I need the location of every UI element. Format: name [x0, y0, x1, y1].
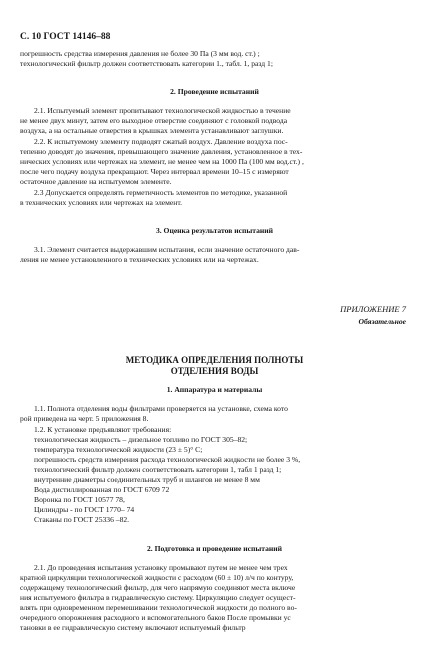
section-3-heading: 3. Оценка результатов испытаний	[155, 226, 274, 235]
m1-p2-line-3: температура технологической жидкости (23 ± 5)° С;	[34, 445, 203, 454]
m1-p1-line-2: рой приведена на черт. 5 приложения 8.	[20, 414, 149, 423]
s3-p1-line-1: 3.1. Элемент считается выдержавшим испытания, если значение остаточного дав-	[34, 245, 300, 254]
m1-p2-line-2: технологическая жидкость – дизельное топливо по ГОСТ 305–82;	[34, 435, 248, 444]
method-section-1-heading: 1. Аппаратура и материалы	[166, 385, 263, 394]
intro-line-1: погрешность средства измерения давления не более 30 Па (3 мм вод. ст.) ;	[20, 49, 260, 58]
s2-p1-line-2: не менее двух минут, затем его выходное отверстие соединяют с головкой подвода	[20, 116, 288, 125]
s2-p3-line-1: 2.3 Допускается определять герметичность элементов по методике, указанной	[34, 188, 288, 197]
m1-p2-line-7: Вода дистиллированная по ГОСТ 6709 72	[34, 485, 170, 494]
s2-p1-line-3: воздуха, а на остальные отверстия в крышках элемента устанавливают заглушки.	[20, 126, 284, 135]
s2-p2-line-2: тепенно доводят до значения, превышающего значение давления, установленное в тех-	[20, 147, 303, 156]
m1-p2-line-5: технологический фильтр должен соответствовать категории 1, табл 1 разд 1;	[34, 465, 282, 474]
s2-p2-line-3: нических условиях или чертежах на элемент, не менее чем на 1000 Па (100 мм вод.ст.) ,	[20, 157, 304, 166]
m1-p2-line-8: Воронка по ГОСТ 10577 78,	[34, 495, 125, 504]
m2-p1-line-5: влять при одновременном перемешивании технологической жидкости до полного во-	[20, 603, 297, 612]
m1-p2-line-6: внутренние диаметры соединительных труб и шлангов не менее 8 мм	[34, 475, 260, 484]
m2-p1-line-4: ния испытуемого фильтра в гидравлическую систему. Циркуляцию следует осущест-	[20, 593, 296, 602]
page-header: С. 10 ГОСТ 14146–88	[20, 32, 111, 42]
s3-p1-line-2: ления не менее установленного в технических условиях или на чертежах.	[20, 255, 259, 264]
appendix-label: ПРИЛОЖЕНИЕ 7	[340, 304, 406, 314]
m1-p2-line-9: Цилиндры - по ГОСТ 1770– 74	[34, 505, 135, 514]
m2-p1-line-3: содержащему технологический фильтр, для чего напрямую соединяют места включе	[20, 583, 296, 592]
m2-p1-line-7: тановки в ее гидравлическую систему включают испытуемый фильтр	[20, 623, 246, 632]
m1-p2-line-10: Стаканы по ГОСТ 25336 –82.	[34, 515, 130, 524]
intro-line-2: технологический фильтр должен соответствовать категории 1., табл. 1, разд 1;	[20, 59, 273, 68]
section-2-heading: 2. Проведение испытаний	[170, 87, 259, 96]
s2-p3-line-2: в технических условиях или чертежах на элемент.	[20, 198, 182, 207]
method-section-2-heading: 2. Подготовка и проведение испытаний	[146, 544, 283, 553]
m2-p1-line-2: кратной циркуляции технологической жидкости с расходом (60 ± 10) л/ч по контуру,	[20, 573, 294, 582]
m2-p1-line-6: очередного опорожнения расходного и вспомогательного баков После промывки ус	[20, 613, 291, 622]
method-title-line-1: МЕТОДИКА ОПРЕДЕЛЕНИЯ ПОЛНОТЫ	[125, 355, 304, 365]
s2-p1-line-1: 2.1. Испытуемый элемент пропитывают технологической жидкостью в течение	[34, 106, 291, 115]
m1-p2-line-1: 1.2. К установке предъявляют требования:	[34, 425, 172, 434]
appendix-status: Обязательное	[358, 317, 406, 326]
method-title-line-2: ОТДЕЛЕНИЯ ВОДЫ	[170, 366, 259, 376]
m2-p1-line-1: 2.1. До проведения испытания установку промывают путем не менее чем трех	[34, 563, 288, 572]
s2-p2-line-5: остаточное давление на испытуемом элементе.	[20, 177, 172, 186]
s2-p2-line-4: после чего подачу воздуха прекращают. Через интервал времени 10–15 с измеряют	[20, 167, 289, 176]
m1-p1-line-1: 1.1. Полнота отделения воды фильтрами проверяется на установке, схема кото	[34, 404, 288, 413]
s2-p2-line-1: 2.2. К испытуемому элементу подводят сжатый воздух. Давление воздуха пос-	[34, 137, 288, 146]
m1-p2-line-4: погрешность средств измерения расхода технологической жидкости не более 3 %,	[34, 455, 301, 464]
